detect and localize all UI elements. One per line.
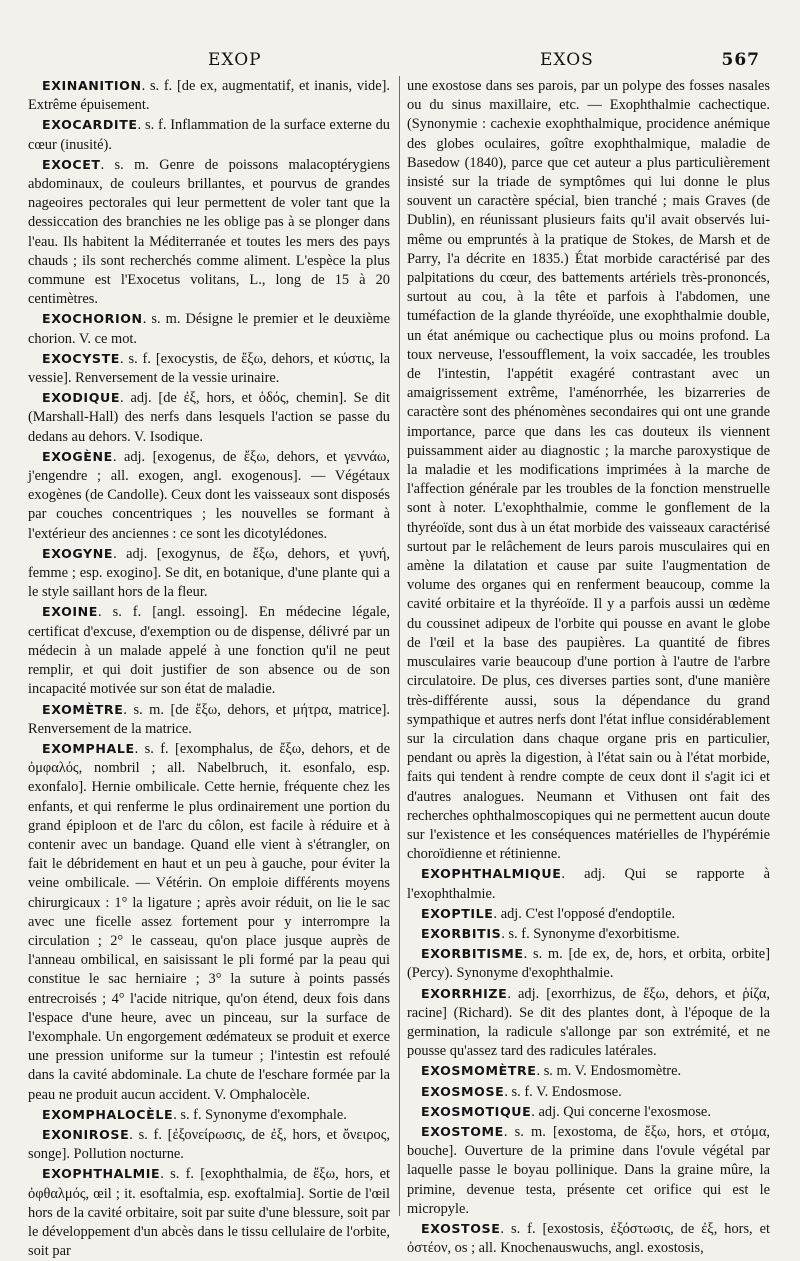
right-column [407,76,770,1258]
entry-headword: EXOSTOME [421,1123,504,1139]
dictionary-entry [28,1105,390,1125]
entry-headword: EXOCARDITE [42,117,138,133]
entry-definition: . s. f. [exostosis, ἐξόστωσις, de ἐξ, hors, et ὀστέον, os ; all. Knochenauswuchs, angl. exostosis, [407,1220,770,1257]
dictionary-entry [28,700,390,739]
entry-definition: . s. f. [exocystis, de ἔξω, dehors, et κύστις, la vessie]. Renversement de la vessie urinaire. [28,350,390,387]
entry-headword: EXOMPHALOCÈLE [42,1106,174,1122]
entry-definition: . s. m. [de ἔξω, dehors, et μήτρα, matrice]. Renversement de la matrice. [28,701,390,737]
entry-headword: EXODIQUE [42,390,121,406]
dictionary-entry [28,309,390,348]
entry-headword: EXOSMOMÈTRE [421,1063,537,1079]
entry-definition: . s. m. [de ex, de, hors, et orbita, orbite] (Percy). Synonyme d'exophthalmie. [407,946,770,982]
dictionary-entry [28,115,390,154]
dictionary-entry [28,349,390,388]
entry-headword: EXORRHIZE [421,985,508,1001]
dictionary-entry [28,602,390,699]
dictionary-entry [407,1102,770,1122]
entry-definition: . adj. [exorrhizus, de ἔξω, dehors, et ῥίζα, racine] (Richard). Se dit des plantes dont, à l'époque de la germination, la radicule s'allonge par son extrémité, et ne pousse qu'assez tard des radicules latérales. [407,985,770,1060]
entry-headword: EXORBITIS [421,925,502,941]
entry-definition: . adj. [exogynus, de ἔξω, dehors, et γυνή, femme ; esp. exogino]. Se dit, en botanique, d'une plante qui a le style saillant hors de la fleur. [28,545,390,601]
page-number: 567 [721,50,760,70]
dictionary-entry [407,944,770,983]
entry-headword: EXOPHTHALMIQUE [421,866,562,882]
dictionary-entry [28,388,390,447]
dictionary-entry [407,904,770,924]
entry-definition: . s. f. [exophthalmia, de ἔξω, hors, et ὀφθαλμός, œil ; it. esoftalmia, esp. exoftalmia]. Sortie de l'œil hors de la cavité orbitaire, soit par suite d'une blessure, soit par le développement d'un abcès dans le tissu cellulaire de l'orbite, soit par [28,1166,390,1260]
entry-definition: . adj. Qui concerne l'exosmose. [531,1103,711,1120]
entry-headword: EXOCET [42,156,101,172]
entry-headword: EXOGYNE [42,545,114,561]
dictionary-entry [407,1219,770,1258]
entry-headword: EXOINE [42,604,98,620]
dictionary-entry [28,447,390,544]
entry-headword: EXOSMOSE [421,1083,505,1099]
entry-definition: . s. f. [de ex, augmentatif, et inanis, vide]. Extrême épuisement. [28,78,390,114]
dictionary-entry [407,864,770,903]
entry-definition: . s. f. [ἐξονείρωσις, de ἐξ, hors, et ὄνειρος, songe]. Pollution nocturne. [28,1126,390,1163]
entry-definition: . s. f. Synonyme d'exomphale. [173,1106,347,1123]
dictionary-entry [407,984,770,1062]
left-column [28,76,390,1261]
entry-definition: . s. m. V. Endosmomètre. [536,1063,682,1080]
entry-definition: une exostose dans ses parois, par un polype des fosses nasales ou du sinus maxillaire, etc. — Exophthalmie cachectique. (Synonymie : cachexie exophthalmique, procidence anémique des globes oculaires, goître exophthalmique, maladie de Basedow (1840), parce que cet auteur a plus particulièrement insisté sur la triade de symptômes qui lui donne le plus souvent un caractère spécial, bien tranché ; mais Graves (de Dublin), en réunissant plusieurs faits qu'il avait observés lui-même ou empruntés à la pratique de Stokes, de Marsh et de Parry, l'a décrite en 1835.) État morbide caractérisé par des palpitations du cœur, des battements artériels très-prononcés, surtout au cou, à la tête et parfois à l'abdomen, une tuméfaction de la glande thyréoïde, une exophthalmie double, un état anémique ou cachectique plus ou moins profond. La toux nerveuse, l'essoufflement, la voix saccadée, les troubles de l'intestin, l'appétit exagéré contrastant avec un amaigrissement extrême, l'aménorrhée, les bizarreries de caractère sont des phénomènes secondaires qui ont une grande importance, parce que dans les cas douteux ils viennent puissamment aider au diagnostic ; la marche paroxystique de la maladie et les modifications imprimées à la marche de l'affection générale par les troubles de la fonction menstruelle sont à noter. L'exophthalmie, comme le gonflement de la thyréoïde, sont dus à un état morbide des vaisseaux caractérisé surtout par le relâchement de leurs parois musculaires qui en amène la dilatation et cause par suite l'augmentation de volume des organes qui en renferment beaucoup, comme la cavité orbitaire et la thyréoïde. Il y a parfois aussi un œdème du coussinet adipeux de l'orbite qui pousse en avant le globe de l'œil et la base des paupières. La quantité de fibres musculaires varie beaucoup d'une portion à l'autre de l'arbre circulatoire. De plus, ces diverses parties sont, d'une manière très-différente aussi, sous la dépendance du grand sympathique et autres nerfs dont l'état influe considérablement sur la circulation dans chaque organe pris en particulier, pendant ou après la digestion, à l'état sain ou à l'état morbide, faits qui tendent à rendre compte de ceux dont il s'agit ici et d'autres analogues. Neumann et Vithusen ont fait des recherches ophthalmoscopiques qui ne permettent aucun doute sur l'existence et les conséquences matérielles de l'hypérémie choroïdienne et rétinienne. [407,78,770,863]
dictionary-entry [407,1122,770,1219]
entry-headword: EXORBITISME [421,946,524,962]
dictionary-entry [28,76,390,115]
dictionary-entry [28,544,390,603]
entry-headword: EXOCYSTE [42,350,120,366]
entry-definition: . s. f. Inflammation de la surface externe du cœur (inusité). [28,117,390,153]
entry-definition: . s. m. Désigne le premier et le deuxième chorion. V. ce mot. [28,311,390,347]
running-head-left: EXOP [208,50,262,70]
dictionary-entry [28,1125,390,1164]
entry-headword: EXOMÈTRE [42,701,124,717]
entry-headword: EXOPHTHALMIE [42,1166,161,1182]
entry-definition: . s. f. V. Endosmose. [504,1083,622,1100]
entry-headword: EXOCHORION [42,311,143,327]
entry-headword: EXOSTOSE [421,1220,501,1236]
entry-definition: . s. f. [angl. essoing]. En médecine légale, certificat d'excuse, d'exemption ou de dispense, délivré par un médecin à un malade appelé à une fonction qu'il ne peut remplir, et qui doit justifier de son absence ou de son incapacité motivée sur son état de maladie. [28,604,390,698]
entry-definition: . adj. C'est l'opposé d'endoptile. [493,905,676,922]
dictionary-entry [407,924,770,944]
entry-headword: EXOPTILE [421,905,494,921]
dictionary-entry [28,739,390,1105]
dictionary-entry [28,1164,390,1261]
running-head-right: EXOS [540,50,594,70]
dictionary-entry [28,155,390,310]
entry-definition: . s. m. Genre de poissons malacoptérygiens abdominaux, de couleurs brillantes, et pourvus de grandes nageoires pectorales qui leur permettent de voler tant que la dessiccation des branchies ne les oblige pas à se plonger dans l'eau. Ils habitent la Méditerranée et toutes les mers des pays chauds ; ils sont recherchés comme aliment. L'espèce la plus commune est l'Exocetus volitans, L., long de 15 à 20 centimètres. [28,156,390,308]
dictionary-entry-continued [407,76,770,864]
entry-definition: . s. m. [exostoma, de ἔξω, hors, et στόμα, bouche]. Ouverture de la primine dans l'ovule végétal par laquelle passe le boyau pollinique. Dans la graine mûre, la primine, devenue testa, présente cet orifice qui est le micropyle. [407,1123,770,1217]
entry-headword: EXOMPHALE [42,740,135,756]
entry-definition: . adj. [exogenus, de ἔξω, dehors, et γεννάω, j'engendre ; all. exogen, angl. exogenous]. — Végétaux exogènes (de Candolle). Ceux dont les vaisseaux sont disposés par couches concentriques ; les nouvelles se formant à l'extérieur des anciennes : ce sont les dicotylédones. [28,448,390,542]
entry-headword: EXOGÈNE [42,448,113,464]
entry-headword: EXINANITION [42,78,142,93]
dictionary-entry [407,1082,770,1102]
dictionary-entry [407,1061,770,1081]
entry-definition: . adj. [de ἐξ, hors, et ὁδός, chemin]. Se dit (Marshall-Hall) des nerfs dans lesquels l'action se passe du dedans au dehors. V. Isodique. [28,390,390,445]
entry-definition: . adj. Qui se rapporte à l'exophthalmie. [407,866,770,902]
column-divider [399,76,400,1216]
entry-definition: . s. f. Synonyme d'exorbitisme. [501,925,680,942]
entry-headword: EXOSMOTIQUE [421,1103,532,1119]
entry-headword: EXONIROSE [42,1126,130,1142]
entry-definition: . s. f. [exomphalus, de ἔξω, dehors, et de ὀμφαλός, nombril ; all. Nabelbruch, it. esonfalo, esp. exonfalo]. Hernie ombilicale. Cette hernie, fréquente chez les enfants, et qui renferme le plus ordinairement une portion du grand épiploon et de l'arc du côlon, est facile à réduire et à contenir avec un bandage. Quand elle vient à s'étrangler, on fait le débridement en haut et un peu à gauche, pour éviter la veine ombilicale. — Vétérin. On emploie différents moyens chirurgicaux : 1° la ligature ; après avoir réduit, on lie le sac avec une ficelle assez fortement pour y interrompre la circulation ; 2° le casseau, qu'on place jusque auprès de l'anneau ombilical, en saisissant le pli formé par la peau qui constitue le sac herniaire ; 3° la suture à points passés entrecroisés ; 4° l'acide nitrique, qu'on étend, deux fois dans l'espace d'une heure, avec un pinceau, sur la surface de l'exomphale. Un engorgement œdémateux se produit et exerce une pression uniforme sur la tumeur ; l'intestin est refoulé dans la cavité abdominale. La chute de l'eschare formée par la peau ne produit aucun accident. V. Omphalocèle. [28,740,390,1103]
